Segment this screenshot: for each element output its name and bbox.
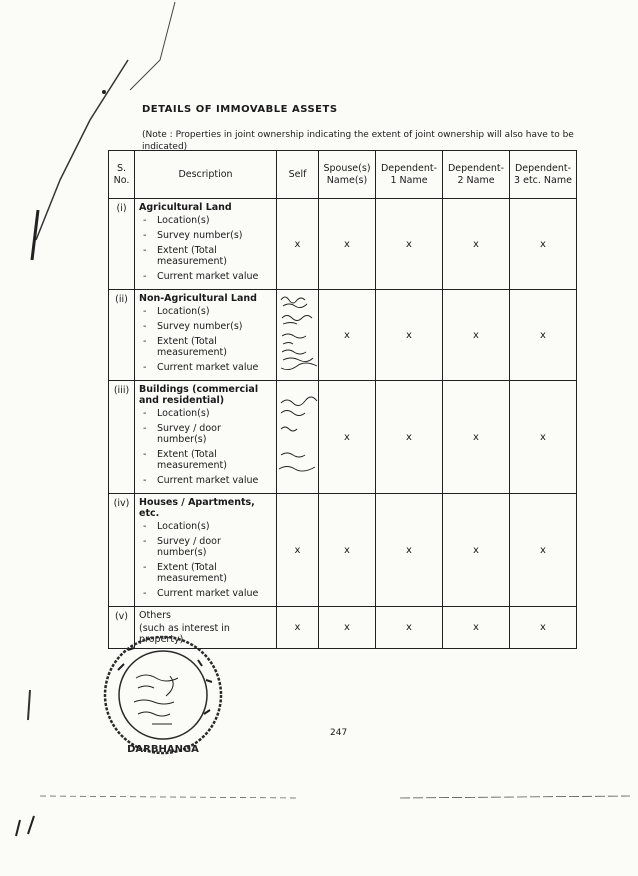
- row-description: [135, 199, 277, 290]
- list-item: - Survey number(s): [139, 321, 272, 332]
- list-item: - Current market value: [139, 362, 272, 373]
- cell-mark: x: [376, 199, 443, 290]
- row-number: (ii): [109, 290, 135, 381]
- page-number: 247: [330, 728, 348, 738]
- cell-mark: x: [319, 494, 376, 607]
- cell-mark: x: [319, 199, 376, 290]
- table-row: [109, 381, 577, 494]
- list-item: - Current market value: [139, 475, 272, 486]
- row-description: [135, 494, 277, 607]
- column-header: Spouse(s) Name(s): [319, 151, 376, 199]
- column-header: Self: [277, 151, 319, 199]
- cell-mark: x: [376, 607, 443, 649]
- scan-bottom-line: [0, 780, 638, 810]
- immovable-assets-table: [108, 150, 577, 649]
- list-item: - Survey / door number(s): [139, 536, 272, 558]
- cell-mark: x: [319, 381, 376, 494]
- list-item: - Location(s): [139, 215, 272, 226]
- seal-bottom-text: DARBHANGA: [127, 744, 199, 755]
- handwritten-entry: [277, 290, 319, 381]
- row-number: (iv): [109, 494, 135, 607]
- cell-mark: x: [510, 290, 577, 381]
- category-label: Non-Agricultural Land: [139, 293, 257, 304]
- page-title: DETAILS OF IMMOVABLE ASSETS: [142, 104, 338, 115]
- category-label: Agricultural Land: [139, 202, 232, 213]
- cell-mark: x: [277, 199, 319, 290]
- list-item: - Extent (Total measurement): [139, 562, 272, 584]
- handwriting-scribble: [277, 290, 321, 376]
- row-description: [135, 381, 277, 494]
- table-header-row: [109, 151, 577, 199]
- cell-mark: x: [319, 290, 376, 381]
- list-item: - Survey number(s): [139, 230, 272, 241]
- list-item: - Location(s): [139, 408, 272, 419]
- table-row: [109, 290, 577, 381]
- table-row: [109, 494, 577, 607]
- category-label: Buildings (commercial and residential): [139, 384, 259, 406]
- cell-mark: x: [376, 381, 443, 494]
- list-item: - Current market value: [139, 588, 272, 599]
- cell-mark: x: [277, 607, 319, 649]
- list-item: - Location(s): [139, 306, 272, 317]
- category-label: Houses / Apartments, etc.: [139, 497, 255, 519]
- list-item: - Extent (Total measurement): [139, 245, 272, 267]
- cell-mark: x: [277, 494, 319, 607]
- column-header: S. No.: [109, 151, 135, 199]
- cell-mark: x: [376, 494, 443, 607]
- list-item: - Location(s): [139, 521, 272, 532]
- seal-stamp-icon: [98, 630, 228, 760]
- cell-mark: x: [510, 381, 577, 494]
- cell-mark: x: [510, 607, 577, 649]
- row-description: [135, 290, 277, 381]
- ownership-note: (Note : Properties in joint ownership indicating the extent of joint ownership will also have to be indicated): [142, 130, 574, 152]
- cell-mark: x: [319, 607, 376, 649]
- column-header: Dependent-3 etc. Name: [510, 151, 577, 199]
- handwritten-entry: [277, 381, 319, 494]
- list-item: - Current market value: [139, 271, 272, 282]
- column-header: Dependent-1 Name: [376, 151, 443, 199]
- cell-mark: x: [443, 290, 510, 381]
- official-seal: [98, 630, 228, 764]
- row-number: (v): [109, 607, 135, 649]
- column-header: Dependent-2 Name: [443, 151, 510, 199]
- cell-mark: x: [510, 199, 577, 290]
- cell-mark: x: [510, 494, 577, 607]
- row-number: (iii): [109, 381, 135, 494]
- cell-mark: x: [443, 607, 510, 649]
- handwriting-scribble: [277, 381, 321, 479]
- cell-mark: x: [443, 381, 510, 494]
- column-header: Description: [135, 151, 277, 199]
- list-item: - Survey / door number(s): [139, 423, 272, 445]
- category-sublabel: (such as interest in property): [139, 623, 230, 645]
- category-label: Others: [139, 610, 171, 621]
- cell-mark: x: [443, 199, 510, 290]
- cell-mark: x: [443, 494, 510, 607]
- row-number: (i): [109, 199, 135, 290]
- table-row: [109, 199, 577, 290]
- cell-mark: x: [376, 290, 443, 381]
- list-item: - Extent (Total measurement): [139, 449, 272, 471]
- list-item: - Extent (Total measurement): [139, 336, 272, 358]
